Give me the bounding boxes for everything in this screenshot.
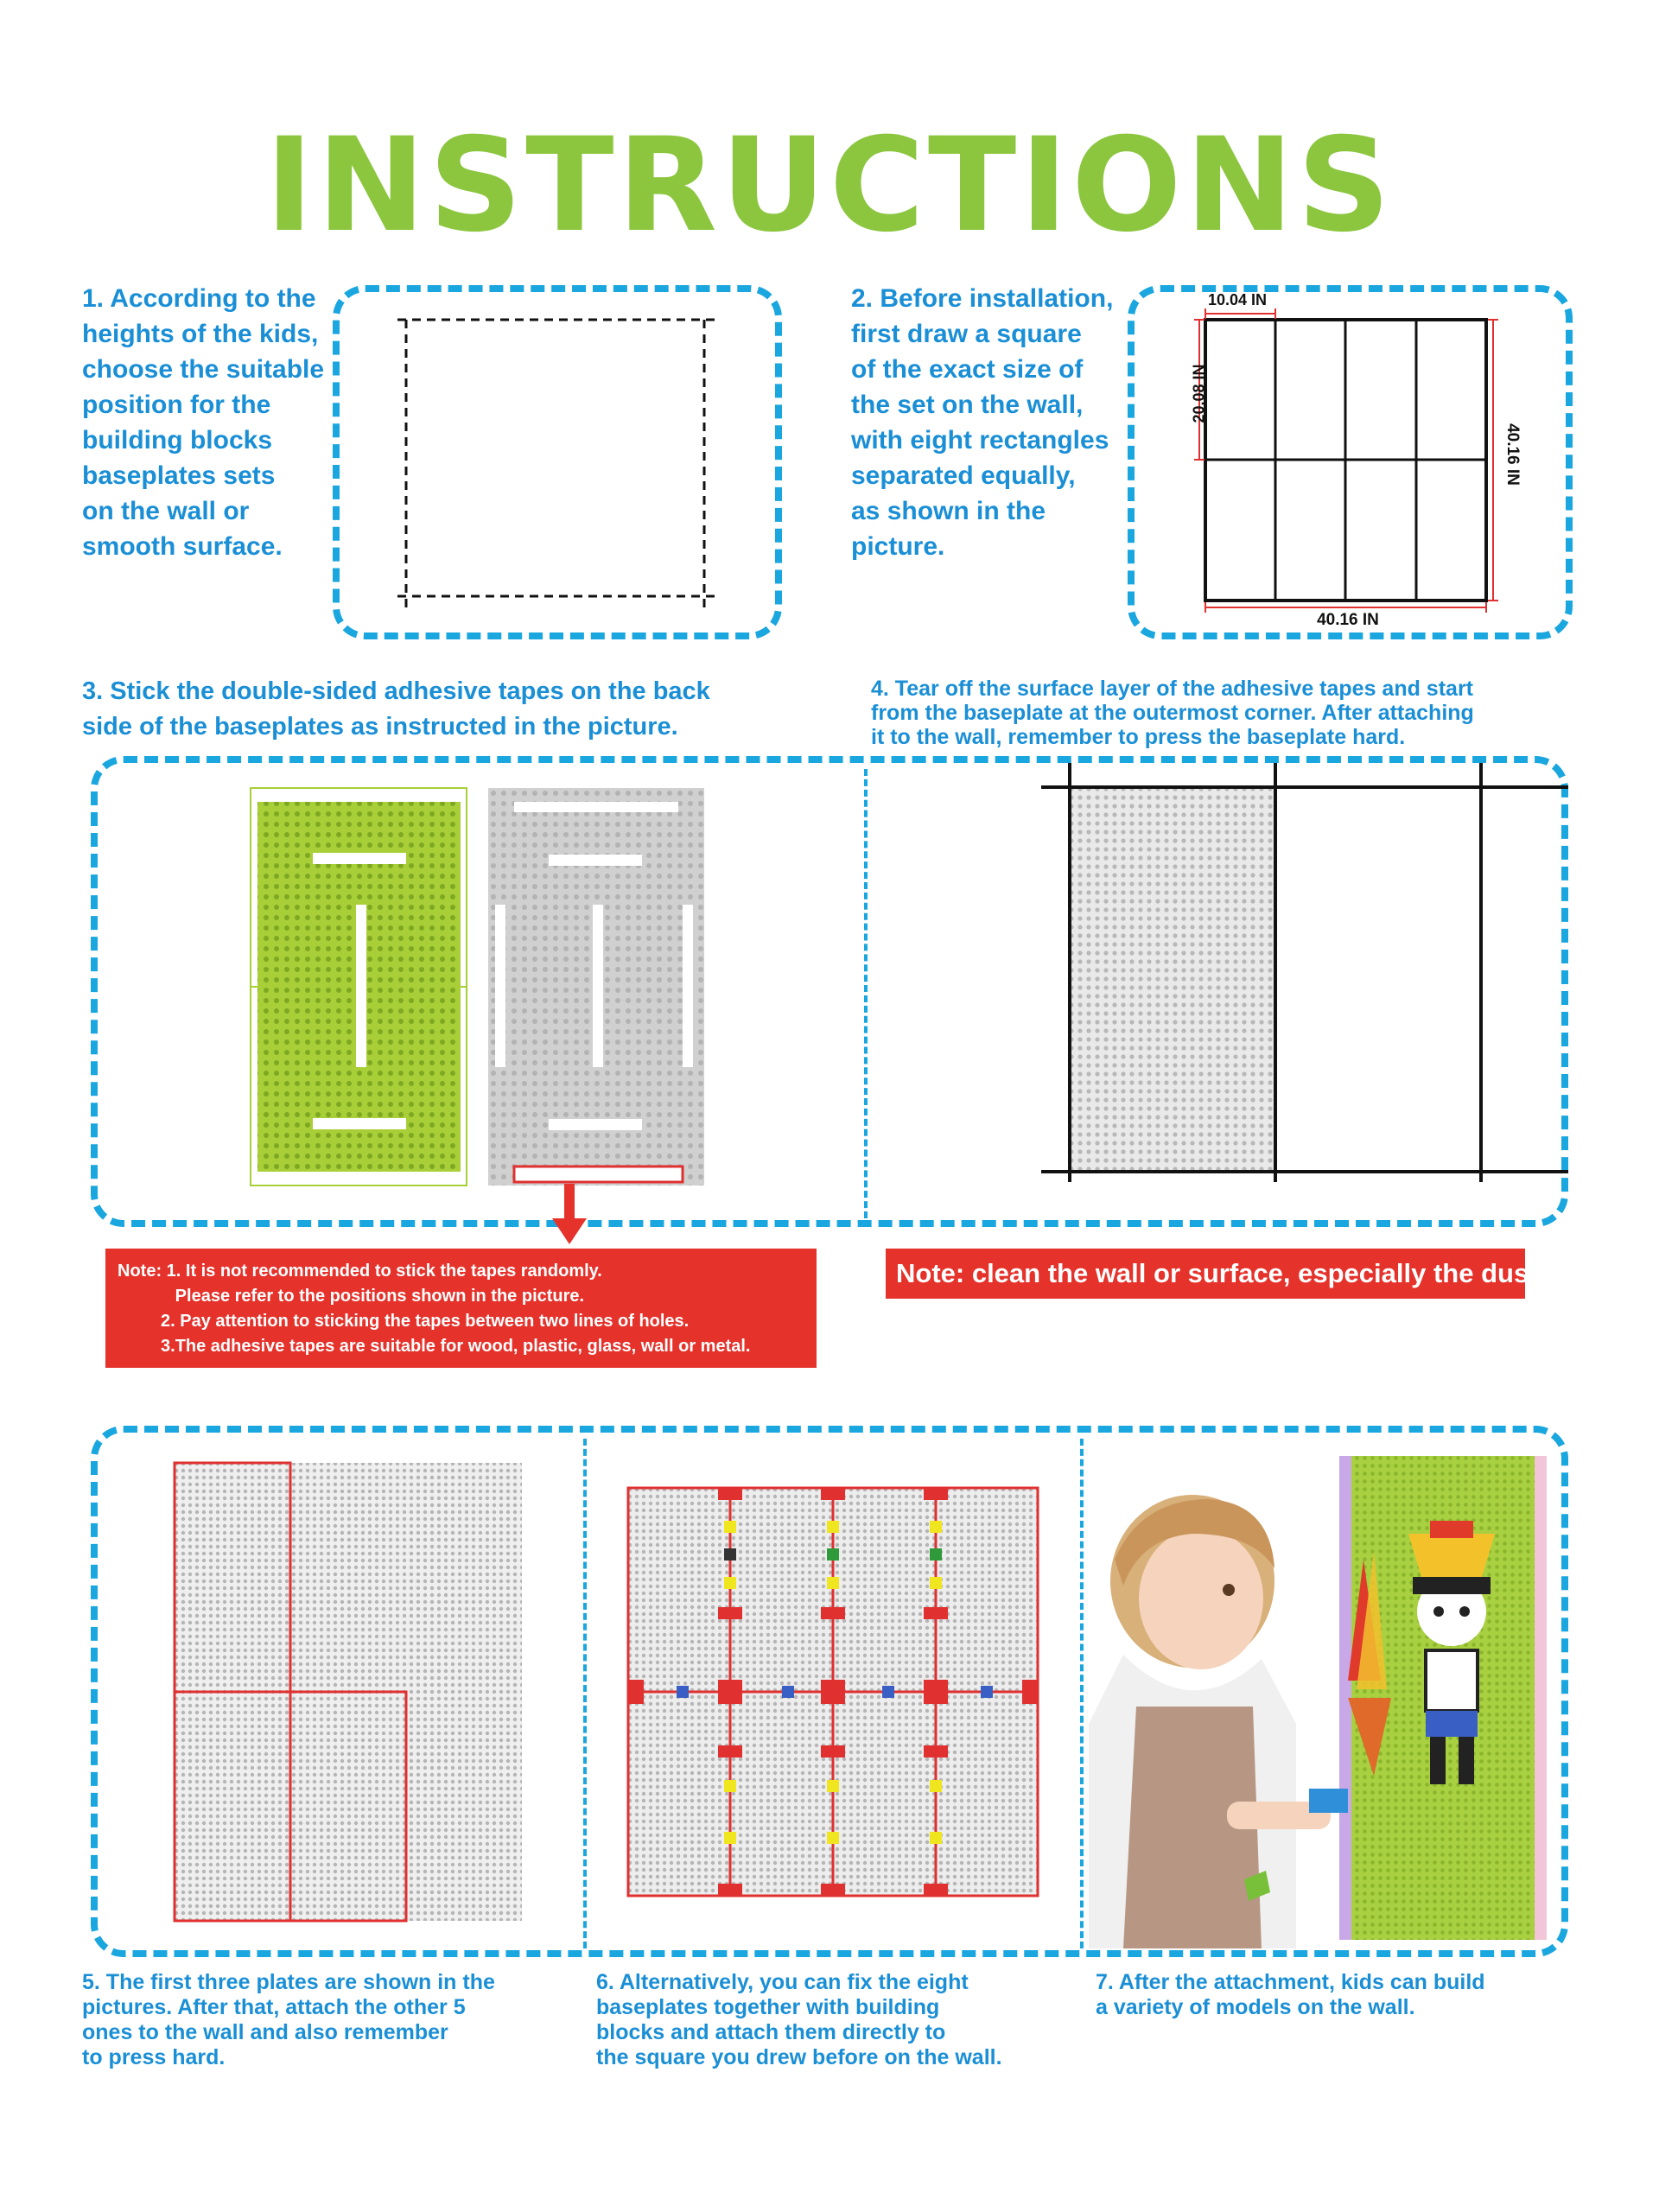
steps-6-7-divider [1080, 1439, 1084, 1948]
note-tapes: Note: 1. It is not recommended to stick the tapes randomly. Please refer to the positions shown in the picture. 2. Pay attention to sticking the tapes between two lines of holes. 3.The adhesive tapes are suitable for wood, plastic, glass, wall or metal. [105, 1249, 817, 1368]
dim-right-label: 40.16 IN [1503, 423, 1522, 486]
step-4-wall-diagram [1041, 759, 1568, 1195]
arrow-down-icon [550, 1184, 588, 1246]
page-title: INSTRUCTIONS [264, 111, 1395, 261]
step-1-square-diagram [397, 302, 726, 622]
steps-3-4-divider [864, 769, 868, 1218]
step-4-text: 4. Tear off the surface layer of the adhesive tapes and start from the baseplate at the outermost corner. After attaching it to the wall, remember to press the baseplate hard. [871, 677, 1474, 749]
step-5-text: 5. The first three plates are shown in the pictures. After that, attach the other 5 ones to the wall and also remember to press hard. [82, 1970, 495, 2069]
child-building-wall-photo [1089, 1439, 1555, 1948]
step-7-text: 7. After the attachment, kids can build a variety of models on the wall. [1096, 1970, 1485, 2019]
step-2-grid-diagram [1175, 289, 1547, 635]
step-3-text: 3. Stick the double-sided adhesive tapes on the back side of the baseplates as instructed in the picture. [82, 677, 710, 741]
step-1-text: 1. According to the heights of the kids, choose the suitable position for the building blocks baseplates sets on the wall or smooth surface. [82, 284, 325, 561]
dim-top-label: 10.04 IN [1208, 291, 1268, 308]
step-6-text: 6. Alternatively, you can fix the eight baseplates together with building blocks and attach them directly to the square you drew before on the wall. [596, 1970, 1002, 2069]
green-baseplate [251, 788, 471, 1187]
step-2-text: 2. Before installation, first draw a square of the exact size of the set on the wall, with eight rectangles separated equally, as shown in the picture. [851, 284, 1114, 561]
dim-bottom-label: 40.16 IN [1317, 611, 1379, 629]
grey-baseplate [488, 788, 709, 1187]
step-5-plates-diagram [173, 1460, 527, 1927]
dim-left-label: 20.08 IN [1190, 364, 1208, 423]
note-clean-wall: Note: clean the wall or surface, especially the dust. [886, 1249, 1525, 1299]
steps-5-6-divider [583, 1439, 587, 1948]
step-6-joined-plates-diagram [626, 1486, 1041, 1901]
